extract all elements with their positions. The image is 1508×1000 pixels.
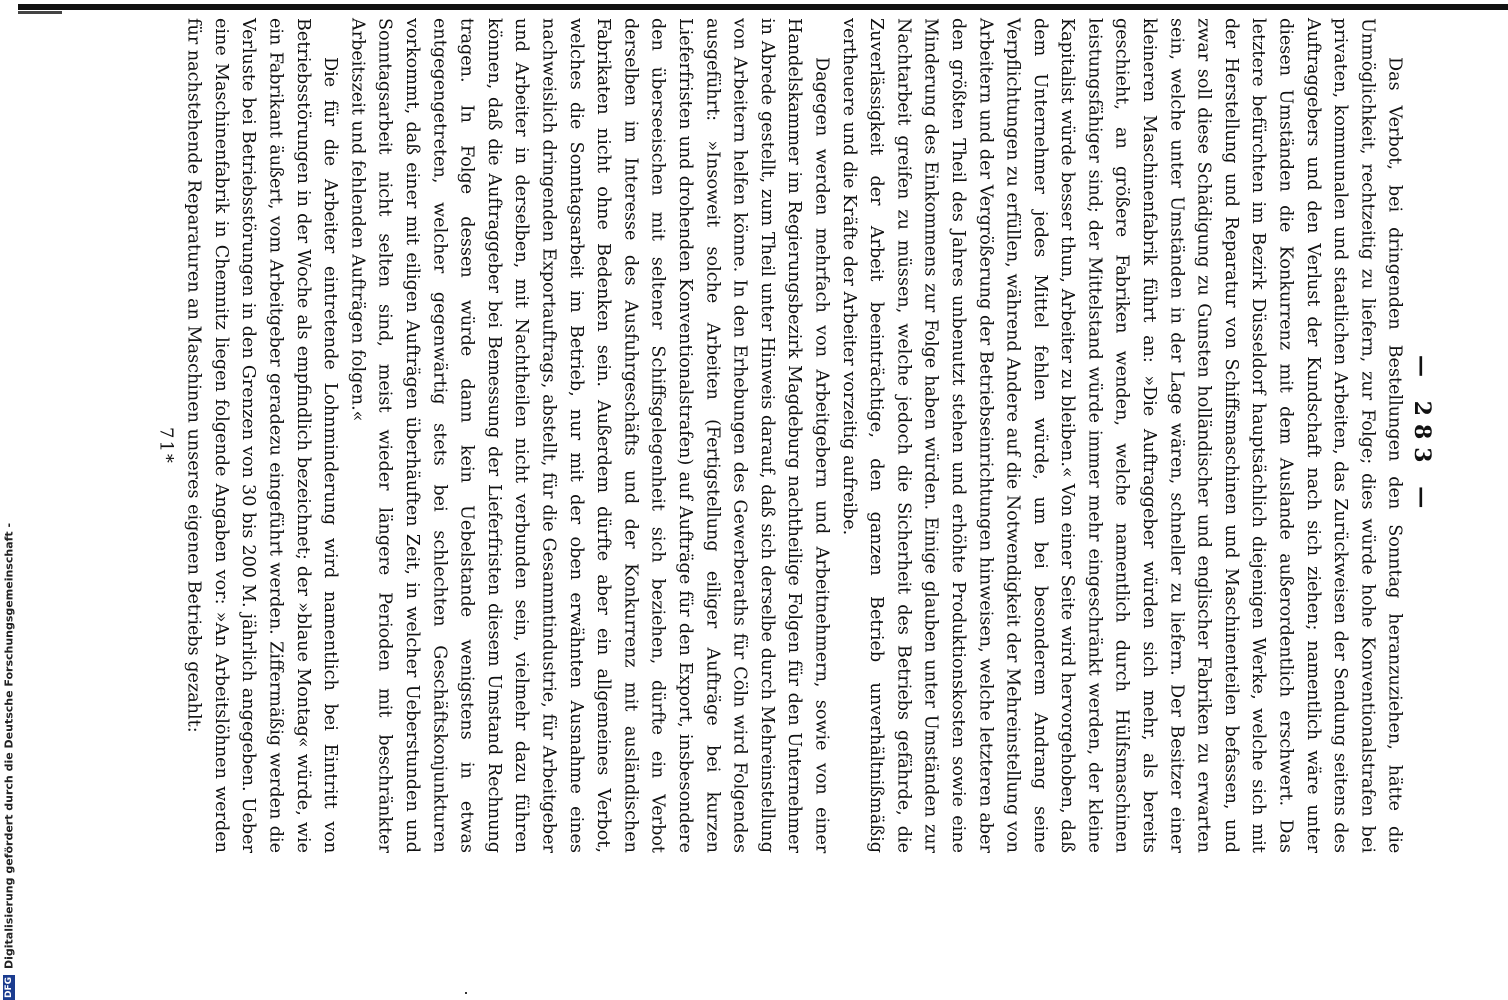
paragraph-1: Das Verbot, bei dringenden Bestellungen den Sonntag heranzuziehen, hätte die Unmöglichkeit, rechtzeitig zu liefern, zur Folge; dies würde hohe Konventionalstrafen bei privaten, kommunalen und staatlichen Arbeiten, das Zurückweisen der Sendung seitens des Auftraggebers und den Verlust der Kundschaft nach sich ziehen; namentlich wäre unter diesen Umständen die Konkurrenz mit dem Auslande außerordentlich erschwert. Das letztere befürchten im Bezirk Düsseldorf hauptsächlich diejenigen Werke, welche sich mit der Herstellung und Reparatur von Schiffsmaschinen und Maschinenteilen befassen, und zwar soll diese Schädigung zu Gunsten holländischer und englischer Fabriken zu erwarten sein, welche unter Umständen in der Lage wären, schneller zu liefern. Der Besitzer einer kleineren Maschinenfabrik führt an: »Die Auftraggeber würden sich mehr, als bereits geschieht, an größere Fabriken wenden, welche namentlich durch Hülfsmaschinen leistungsfähiger sind; der Mittelstand würde immer mehr eingeschränkt werden, der kleine Kapitalist würde besser thun, Arbeiter zu bleiben.« Von einer Seite wird hervorgehoben, daß dem Unternehmer jedes Mittel fehlen würde, um bei besonderem Andrang seine Verpflichtungen zu erfüllen, während Andere auf die Notwendigkeit der Mehreinstellung von Arbeitern und der Vergrößerung der Betriebseinrichtungen hinweisen, welche letzteren aber den größten Theil des Jahres unbenutzt stehen und erhöhte Produktionskosten sowie eine Minderung des Einkommens zur Folge haben würden. Einige glauben unter Umständen zur Nachtarbeit greifen zu müssen, welche jedoch die Sicherheit des Betriebs gefährde, die Zuverlässigkeit der Arbeit beeinträchtige, den ganzen Betrieb unverhältnißmäßig vertheuere und die Kräfte der Arbeiter vorzeitig aufreibe. (838, 18, 1405, 853)
scan-speck (465, 992, 467, 994)
dfg-logo: DFG (4, 976, 14, 998)
top-border-rule (18, 4, 1508, 10)
top-border-mark (18, 11, 62, 14)
digitization-credit (0, 0, 18, 1000)
credit-text: Digitalisierung gefördert durch die Deutsche Forschungsgemeinschaft - (2, 522, 16, 969)
paragraph-3: Die für die Arbeiter eintretende Lohnminderung wird namentlich bei Eintritt von Betriebsstörungen in der Woche als empfindlich bezeichnet; der »blaue Montag« würde, wie ein Fabrikant äußert, vom Arbeitgeber geradezu eingeführt werden. Ziffermäßig werden die Verluste bei Betriebsstörungen in den Grenzen von 30 bis 200 M. jährlich angegeben. Ueber eine Maschinenfabrik in Chemnitz liegen folgende Angaben vor: »An Arbeitslöhnen werden für nachstehende Reparaturen an Maschinen unseres eigenen Betriebs gezahlt: (183, 18, 341, 853)
signature-mark: 71* (155, 426, 177, 465)
paragraph-2: Dagegen werden mehrfach von Arbeitgebern und Arbeitnehmern, sowie von einer Handelskammer im Regierungsbezirk Magdeburg nachtheilige Folgen für den Unternehmer in Abrede gestellt, zum Theil unter Hinweis darauf, daß sich derselbe durch Mehreinstellung von Arbeitern helfen könne. In den Erhebungen des Gewerberaths für Cöln wird Folgendes ausgeführt: »Insoweit solche Arbeiten (Fertigstellung eiliger Aufträge bei kurzen Lieferfristen und drohenden Konventionalstrafen) auf Aufträge für den Export, insbesondere den überseeischen mit seltener Schiffsgelegenheit sich beziehen, dürfte ein Verbot derselben im Interesse des Ausfuhrgeschäfts und der Konkurrenz mit ausländischen Fabrikaten nicht ohne Bedenken sein. Außerdem dürfte aber ein allgemeines Verbot, welches die Sonntagsarbeit im Betrieb, nur mit der oben erwähnten Ausnahme eines nachweislich dringenden Exportauftrags, abstellt, für die Gesammtindustrie, für Arbeitgeber und Arbeiter in derselben, mit Nachtheilen nicht verbunden sein, vielmehr dazu führen können, daß die Auftraggeber bei Bemessung der Lieferfristen diesem Umstand Rechnung tragen. In Folge dessen würde dann kein Uebelstande wenigstens in etwas entgegengetreten, welcher gegenwärtig stets bei schlechten Geschäftskonjunkturen vorkommt, daß einer mit eiligen Aufträgen überhäuften Zeit, in welcher Ueberstunden und Sonntagsarbeit nicht selten sind, meist wieder längere Perioden mit beschränkter Arbeitszeit und fehlenden Aufträgen folgen.« (347, 18, 832, 853)
scanned-page (155, 18, 1435, 853)
page-number: — 283 — (1409, 354, 1435, 517)
